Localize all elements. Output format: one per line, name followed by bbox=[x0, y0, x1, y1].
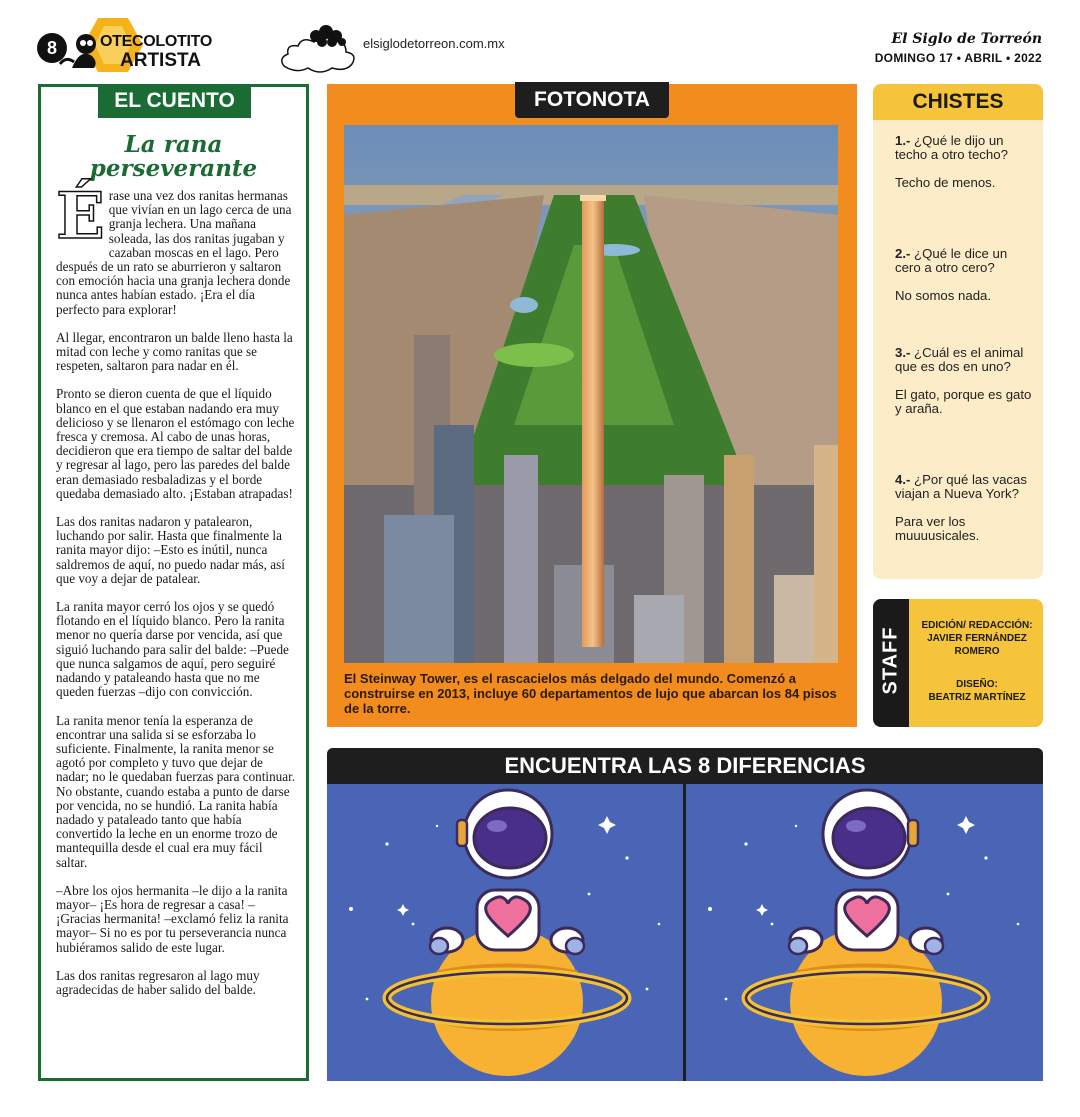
issue-date: DOMINGO 17 • ABRIL • 2022 bbox=[874, 51, 1042, 65]
edition-name: JAVIER FERNÁNDEZ ROMERO bbox=[927, 633, 1027, 657]
joke-item bbox=[895, 346, 1035, 416]
story-paragraph: Las dos ranitas nadaron y patalearon, luchando por salir. Hasta que finalmente la ranita mayor dijo: –Esto es inútil, nunca saldremos de aquí, no puedo nadar más, así que voy a dejar de patalear. bbox=[56, 514, 285, 586]
staff-box bbox=[873, 599, 1043, 727]
page-header bbox=[0, 0, 1080, 80]
steinway-tower-photo bbox=[344, 125, 838, 663]
differences-box bbox=[327, 748, 1043, 1081]
page-number: 8 bbox=[37, 33, 67, 63]
joke-item bbox=[895, 134, 1035, 190]
joke-item bbox=[895, 473, 1035, 543]
joke-answer: No somos nada. bbox=[895, 288, 992, 303]
drop-cap: É bbox=[56, 179, 105, 254]
story-paragraph: Érase una vez dos ranitas hermanas que vivían en un lago cerca de una granja lechera. Una mañana soleada, las dos ranitas jugaban y cazaban moscas en el lago. Pero después de un rato se aburrieron y saltaron con emoción hacia una granja lechera donde nunca antes habían estado. ¡Era el día perfecto para explorar! bbox=[56, 179, 292, 317]
joke-question: 4.- ¿Por qué las vacas viajan a Nueva York? bbox=[895, 472, 1027, 501]
story-paragraph: –Abre los ojos hermanita –le dijo a la ranita mayor– ¡Es hora de regresar a casa! –¡Gracias hermanita! –exclamó feliz la ranita mayor– Si no es por tu perseverancia nunca hubiéramos salido de este lugar. bbox=[56, 882, 289, 955]
astronaut-picture-left bbox=[327, 784, 683, 1081]
photo-caption: El Steinway Tower, es el rascacielos más delgado del mundo. Comenzó a construirse en 2013, incluye 60 departamentos de lujo que abarcan los 84 pisos de la torre. bbox=[344, 671, 837, 716]
design-title: DISEÑO: bbox=[956, 679, 998, 690]
story-paragraph: Al llegar, encontraron un balde lleno hasta la mitad con leche y como ranitas que se respeten, saltaron para nadar en él. bbox=[56, 329, 293, 374]
owl-mascot-icon bbox=[58, 30, 104, 70]
newspaper-name: El Siglo de Torreón bbox=[891, 31, 1042, 47]
story-paragraph: La ranita mayor cerró los ojos y se quedó flotando en el líquido blanco. Pero la ranita menor no quería darse por vencida, así que siguió luchando para salir del balde: –Puede que nunca salgamos de aquí, pero seguiré nadando y pataleando hasta que no me queden fuerzas –dijo con convicción. bbox=[56, 599, 289, 700]
story-paragraph: Las dos ranitas regresaron al lago muy agradecidas de haber salido del balde. bbox=[56, 967, 260, 997]
story-column bbox=[38, 84, 309, 1081]
joke-answer: Para ver los muuuusicales. bbox=[895, 514, 980, 543]
joke-question: 1.- ¿Qué le dijo un techo a otro techo? bbox=[895, 133, 1008, 162]
story-paragraph: La ranita menor tenía la esperanza de encontrar una salida si se esforzaba lo suficiente. Finalmente, la ranita menor se agotó por completo y tuvo que dejar de nadar; no le quedaban fuerzas para continuar. No obstante, cuando estaba a punto de darse por vencida, no se hundió. La ranita había nadado y pataleado tanto que había convertido la leche en un enorme trozo de mantequilla desde el cual era muy fácil saltar. bbox=[56, 712, 296, 870]
section-name-top: OTECOLOTITO bbox=[100, 33, 212, 50]
fotonota-label: FOTONOTA bbox=[515, 82, 669, 118]
jokes-box bbox=[873, 84, 1043, 579]
joke-item bbox=[895, 247, 1035, 303]
design-name: BEATRIZ MARTÍNEZ bbox=[928, 692, 1026, 703]
cloud-icon bbox=[276, 22, 362, 78]
jokes-label: CHISTES bbox=[873, 84, 1043, 120]
joke-answer: Techo de menos. bbox=[895, 175, 996, 190]
staff-label-bar bbox=[873, 599, 909, 727]
staff-label: STAFF bbox=[879, 626, 902, 695]
joke-question: 2.- ¿Qué le dice un cero a otro cero? bbox=[895, 246, 1008, 275]
story-body bbox=[56, 179, 296, 1011]
joke-question: 3.- ¿Cuál es el animal que es dos en uno? bbox=[895, 345, 1024, 374]
section-name-bottom: ARTISTA bbox=[120, 50, 201, 71]
story-title: La rana perseverante bbox=[89, 131, 258, 182]
fotonota-box bbox=[327, 84, 857, 727]
story-paragraph: Pronto se dieron cuenta de que el líquido blanco en el que estaban nadando era muy delicioso y se llenaron el estómago con leche fresca y cremosa. Al cabo de unas horas, decidieron que era tiempo de saltar del balde y regresar al lago, pero las paredes del balde eran demasiado resbaladizas y el borde quedaba demasiado alto. ¡Estaban atrapadas! bbox=[56, 386, 295, 501]
website-link[interactable]: elsiglodetorreon.com.mx bbox=[363, 36, 505, 51]
story-section-label: EL CUENTO bbox=[98, 84, 251, 118]
joke-answer: El gato, porque es gato y araña. bbox=[895, 387, 1032, 416]
astronaut-picture-right bbox=[686, 784, 1042, 1081]
edition-title: EDICIÓN/ REDACCIÓN: bbox=[921, 620, 1033, 631]
differences-label: ENCUENTRA LAS 8 DIFERENCIAS bbox=[327, 748, 1043, 784]
